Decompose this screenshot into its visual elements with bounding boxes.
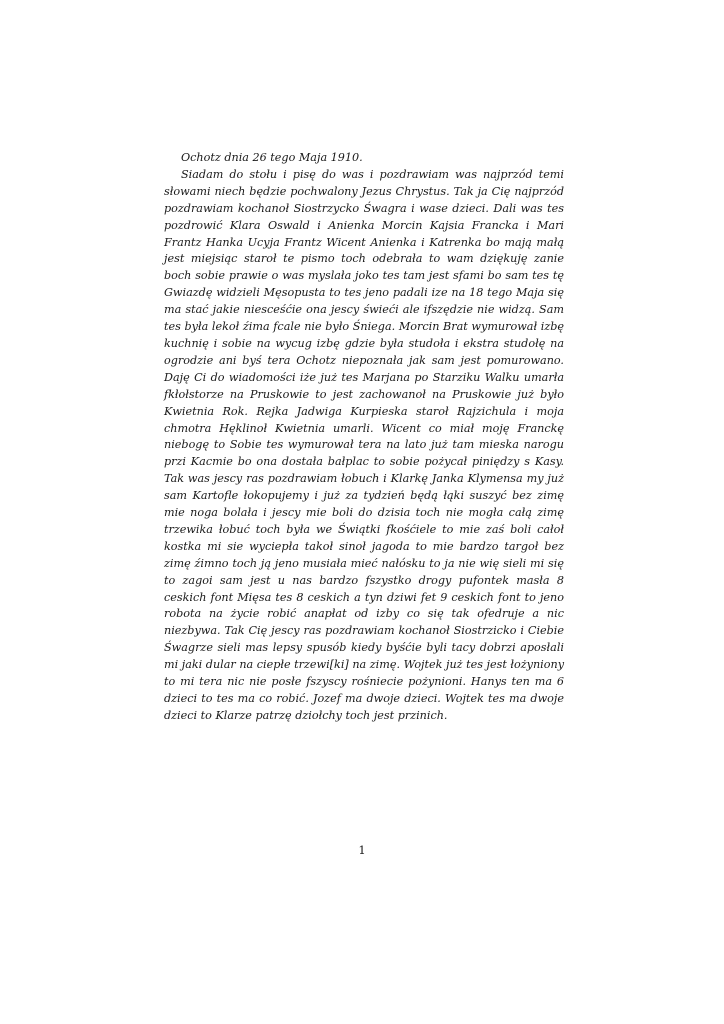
letter-body: Siadam do stołu i pisę do was i pozdrawiam was najprzód temi słowami niech będzie pochwalony Jezus Chrystus. Tak ja Cię najprzód pozdrawiam kochanoł Siostrzycko Śwagra i wase dzieci. Dali was tes pozdrowić Klara Oswald i Anienka Morcin Kajsia Francka i Mari Frantz Hanka Ucyja Frantz Wicent Anienka i Katrenka bo mają małą jest miejsiąc staroł te pismo toch odebrała to wam dziękuję zanie boch sobie prawie o was myslała joko tes tam jest sfami bo sam tes tę Gwiazdę widzieli Męsopusta to tes jeno padali ize na 18 tego Maja się ma stać jakie niesceśćie ona jescy świeći ale ifszędzie nie widzą. Sam tes była lekoł źima fcale nie było Śniega. Morcin Brat wymurował izbę kuchnię i sobie na wycug izbę gdzie była studoła i ekstra studołę na ogrodzie ani byś tera Ochotz niepoznała jak sam jest pomurowano. Daję Ci do wiadomości iże już tes Marjana po Starziku Walku umarła fkłołstorze na Pruskowie to jest zachowanoł na Pruskowie już było Kwietnia Rok. Rejka Jadwiga Kurpieska staroł Rajzichula i moja chmotra Hęklinoł Kwietnia umarli. Wicent co miał moję Franckę niebogę to Sobie tes wymurował tera na lato już tam mieska narogu przi Kacmie bo ona dostała bałplac to sobie pożycał piniędzy s Kasy. Tak was jescy ras pozdrawiam łobuch i Klarkę Janka Klymensa my już sam Kartofle łokopujemy i już za tydzień będą łąki suszyć bez zimę mie noga bolała i jescy mie boli do dzisia toch nie mogła całą zimę trzewika łobuć toch była we Świątki fkośćiele to mie zaś boli całoł kostka mi sie wyciepła takoł sinoł jagoda to mie bardzo targoł bez zimę źimno toch ją jeno musiała mieć nałósku to ja nie wię sieli mi się to zagoi sam jest u nas bardzo fszystko drogy pufontek masła 8 ceskich font Mięsa tes 8 ceskich a tyn dziwi fet 9 ceskich font to jeno robota na życie robić anapłat od izby co się tak ofedruje a nic niezbywa. Tak Cię jescy ras pozdrawiam kochanoł Siostrzicko i Ciebie Śwagrze sieli mas lepsy spusób kiedy byśćie byli tacy dobrzi aposłali mi jaki dular na ciepłe trzewi[ki] na zimę. Wojtek już tes jest łożyniony to mi tera nic nie posłe fszyscy rośniecie pożynioni. Hanys ten ma 6 dzieci to tes ma co robić. Jozef ma dwoje dzieci. Wojtek tes ma dwoje dzieci to Klarze patrzę dziołchy toch jest przinich.: [164, 167, 565, 722]
dateline: Ochotz dnia 26 tego Maja 1910.: [181, 151, 363, 164]
letter-text: [164, 150, 564, 725]
page-number: 1: [358, 843, 366, 857]
